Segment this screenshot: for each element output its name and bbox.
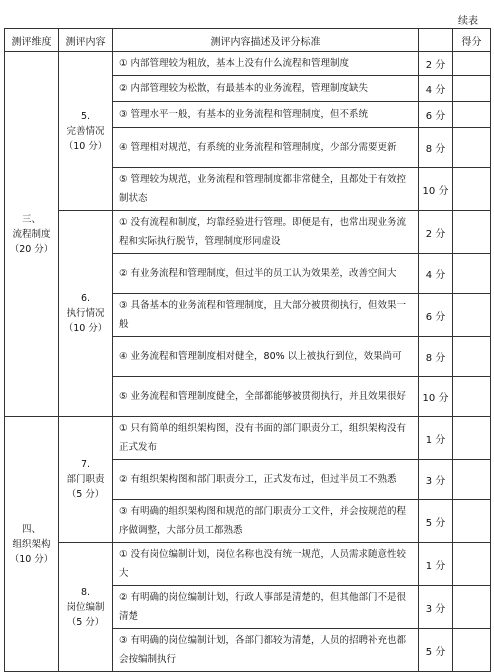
header-description: 测评内容描述及评分标准	[113, 29, 419, 52]
dimension-cell: 四、 组织架构 （10 分）	[5, 417, 59, 672]
table-body	[5, 52, 491, 672]
criterion-text: ① 只有简单的组织架构图，没有书面的部门职责分工，组织架构没有正式发布	[113, 417, 419, 460]
criterion-points: 1 分	[419, 543, 453, 586]
table-header-row	[5, 29, 491, 52]
score-input-cell[interactable]	[453, 52, 491, 76]
header-dimension: 测评维度	[5, 29, 59, 52]
criterion-points: 4 分	[419, 76, 453, 102]
criterion-points: 10 分	[419, 377, 453, 417]
score-input-cell[interactable]	[453, 168, 491, 211]
score-input-cell[interactable]	[453, 629, 491, 672]
criterion-points: 8 分	[419, 128, 453, 168]
criterion-text: ⑤ 业务流程和管理制度健全，全部都能够被贯彻执行，并且效果很好	[113, 377, 419, 417]
score-input-cell[interactable]	[453, 543, 491, 586]
item-cell: 6. 执行情况 （10 分）	[59, 211, 113, 417]
score-input-cell[interactable]	[453, 500, 491, 543]
criterion-text: ④ 管理相对规范，有系统的业务流程和管理制度，少部分需要更新	[113, 128, 419, 168]
criterion-points: 6 分	[419, 102, 453, 128]
item-cell: 8. 岗位编制 （5 分）	[59, 543, 113, 672]
score-input-cell[interactable]	[453, 294, 491, 337]
item-cell: 5. 完善情况 （10 分）	[59, 52, 113, 211]
criterion-text: ③ 有明确的岗位编制计划，各部门都较为清楚，人员的招聘补充也都会按编制执行	[113, 629, 419, 672]
criterion-text: ③ 具备基本的业务流程和管理制度，且大部分被贯彻执行，但效果一般	[113, 294, 419, 337]
criterion-points: 3 分	[419, 460, 453, 500]
criterion-points: 8 分	[419, 337, 453, 377]
score-input-cell[interactable]	[453, 211, 491, 254]
score-input-cell[interactable]	[453, 76, 491, 102]
header-points-blank	[419, 29, 453, 52]
criterion-points: 6 分	[419, 294, 453, 337]
table-row	[5, 543, 491, 586]
evaluation-table	[4, 28, 491, 672]
criterion-points: 2 分	[419, 211, 453, 254]
criterion-points: 5 分	[419, 500, 453, 543]
criterion-text: ② 有业务流程和管理制度，但过半的员工认为效果差，改善空间大	[113, 254, 419, 294]
score-input-cell[interactable]	[453, 460, 491, 500]
criterion-points: 10 分	[419, 168, 453, 211]
dimension-cell: 三、 流程制度 （20 分）	[5, 52, 59, 417]
score-input-cell[interactable]	[453, 102, 491, 128]
table-row	[5, 52, 491, 76]
criterion-points: 5 分	[419, 629, 453, 672]
score-input-cell[interactable]	[453, 417, 491, 460]
criterion-text: ⑤ 管理较为规范，业务流程和管理制度都非常健全，且都处于有效控制状态	[113, 168, 419, 211]
criterion-text: ① 内部管理较为粗放，基本上没有什么流程和管理制度	[113, 52, 419, 76]
score-input-cell[interactable]	[453, 128, 491, 168]
score-input-cell[interactable]	[453, 254, 491, 294]
criterion-text: ② 有明确的岗位编制计划，行政人事部是清楚的，但其他部门不是很清楚	[113, 586, 419, 629]
criterion-text: ② 内部管理较为松散，有最基本的业务流程，管理制度缺失	[113, 76, 419, 102]
continued-label: 续表	[458, 16, 478, 27]
table-row	[5, 417, 491, 460]
score-input-cell[interactable]	[453, 377, 491, 417]
criterion-points: 4 分	[419, 254, 453, 294]
criterion-points: 3 分	[419, 586, 453, 629]
table-row	[5, 211, 491, 254]
criterion-text: ② 有组织架构图和部门职责分工，正式发布过，但过半员工不熟悉	[113, 460, 419, 500]
score-input-cell[interactable]	[453, 337, 491, 377]
criterion-points: 2 分	[419, 52, 453, 76]
criterion-points: 1 分	[419, 417, 453, 460]
criterion-text: ④ 业务流程和管理制度相对健全，80% 以上被执行到位，效果尚可	[113, 337, 419, 377]
header-item: 测评内容	[59, 29, 113, 52]
criterion-text: ① 没有岗位编制计划，岗位名称也没有统一规范，人员需求随意性较大	[113, 543, 419, 586]
header-score: 得分	[453, 29, 491, 52]
item-cell: 7. 部门职责 （5 分）	[59, 417, 113, 543]
criterion-text: ③ 管理水平一般，有基本的业务流程和管理制度，但不系统	[113, 102, 419, 128]
criterion-text: ③ 有明确的组织架构图和规范的部门职责分工文件，并会按规范的程序做调整，大部分员工都熟悉	[113, 500, 419, 543]
criterion-text: ① 没有流程和制度，均靠经验进行管理。即便是有，也常出现业务流程和实际执行脱节，管理制度形同虚设	[113, 211, 419, 254]
score-input-cell[interactable]	[453, 586, 491, 629]
